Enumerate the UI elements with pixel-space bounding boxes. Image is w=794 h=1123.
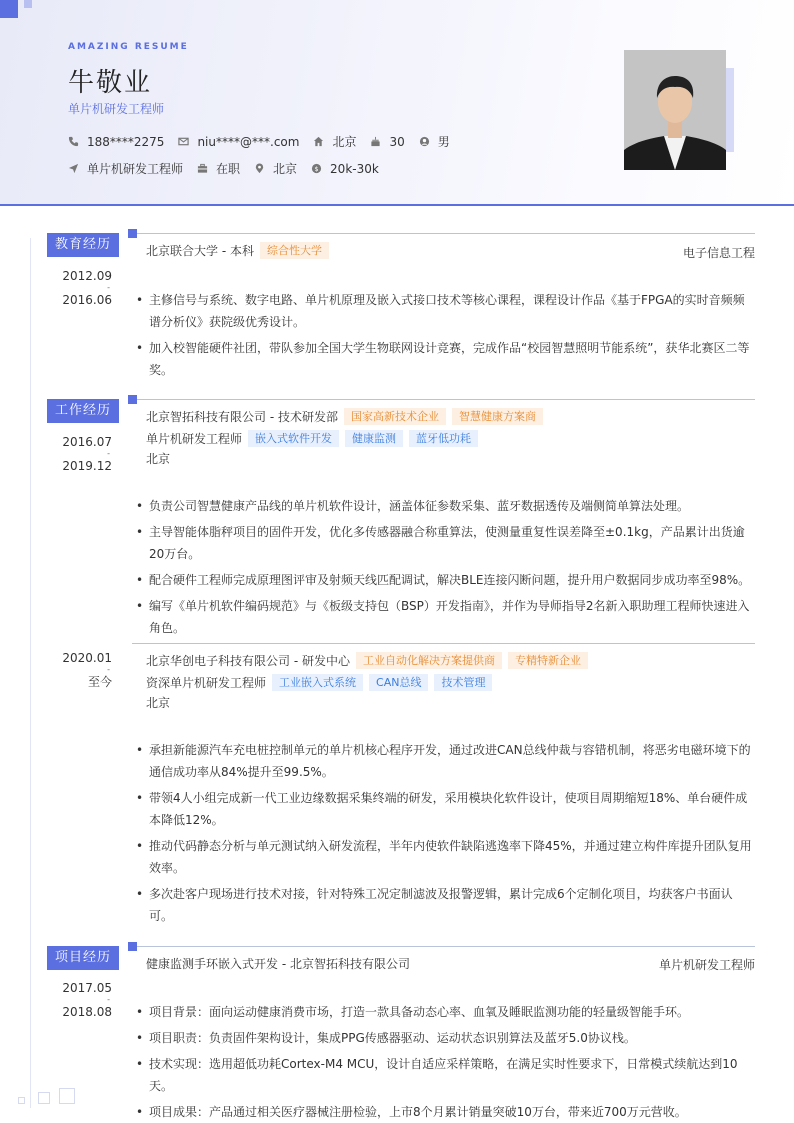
gender-item	[419, 133, 450, 150]
intent-role-item	[68, 160, 183, 177]
project-title: 健康监测手环嵌入式开发 - 北京智拓科技有限公司	[146, 957, 410, 971]
job-bullets	[136, 739, 756, 931]
entry-divider	[132, 643, 755, 644]
section-title-work: 工作经历	[47, 399, 119, 423]
job-title-row	[146, 430, 478, 447]
list-item: • 主导智能体脂秤项目的固件开发，优化多传感器融合称重算法，使测量重复性误差降至±0.1kg，产品累计出货逾20万台。	[136, 521, 756, 565]
status-text: 在职	[216, 162, 241, 176]
gender-icon	[419, 136, 430, 147]
skill-tag: 健康监测	[345, 430, 403, 447]
job-city: 北京	[146, 452, 171, 466]
skill-tag: 工业嵌入式系统	[272, 674, 363, 691]
project-end: 2018.08	[62, 1005, 112, 1019]
job-company: 北京华创电子科技有限公司 - 研发中心	[146, 654, 350, 668]
home-icon	[313, 136, 324, 147]
section-title-education: 教育经历	[47, 233, 119, 257]
email-item	[178, 135, 299, 149]
list-item: • 负责公司智慧健康产品线的单片机软件设计，涵盖体征参数采集、蓝牙数据透传及端侧简单算法处理。	[136, 495, 756, 517]
mail-icon	[178, 136, 189, 147]
education-school-row	[146, 242, 329, 259]
section-marker	[128, 395, 137, 404]
salary-text: 20k-30k	[330, 161, 379, 176]
job-start: 2016.07	[62, 435, 112, 449]
education-end: 2016.06	[62, 293, 112, 307]
skill-tag: CAN总线	[369, 674, 428, 691]
job-company-row	[146, 408, 543, 425]
list-item: • 技术实现：选用超低功耗Cortex-M4 MCU，设计自适应采样策略，在满足实时性要求下，日常模式续航达到10天。	[136, 1053, 756, 1097]
phone-icon	[68, 136, 79, 147]
list-item: • 项目成果：产品通过相关医疗器械注册检验，上市8个月累计销量突破10万台，带来近700万元营收。	[136, 1101, 756, 1123]
list-item: • 加入校智能硬件社团，带队参加全国大学生物联网设计竞赛，完成作品“校园智慧照明节能系统”，获华北赛区二等奖。	[136, 337, 756, 381]
job-title: 资深单片机研发工程师	[146, 676, 267, 690]
footer-decoration	[38, 1092, 50, 1104]
list-item: • 带领4人小组完成新一代工业边缘数据采集终端的研发，采用模块化软件设计，使项目周期缩短18%、单台硬件成本降低12%。	[136, 787, 756, 831]
skill-tag: 技术管理	[434, 674, 492, 691]
project-bullets	[136, 1001, 756, 1123]
company-tag: 国家高新技术企业	[344, 408, 446, 425]
education-bullets	[136, 289, 756, 385]
job-dates	[40, 649, 112, 691]
candidate-role: 单片机研发工程师	[68, 102, 165, 116]
home-text: 北京	[332, 135, 357, 149]
age-item	[370, 135, 404, 149]
footer-decoration	[59, 1088, 75, 1104]
send-icon	[68, 163, 79, 174]
job-end: 2019.12	[62, 459, 112, 473]
location-icon	[254, 163, 265, 174]
project-dates	[40, 979, 112, 1021]
resume-tagline: AMAZING RESUME	[68, 42, 189, 52]
date-separator: -	[107, 449, 110, 458]
project-start: 2017.05	[62, 981, 112, 995]
job-company-row	[146, 652, 588, 669]
education-dates	[40, 267, 112, 309]
city-text: 北京	[273, 162, 298, 176]
footer-decoration	[18, 1097, 25, 1104]
skill-tag: 嵌入式软件开发	[248, 430, 339, 447]
company-tag: 专精特新企业	[508, 652, 588, 669]
job-end: 至今	[87, 675, 112, 689]
job-intent-row	[68, 160, 393, 177]
job-city: 北京	[146, 696, 171, 710]
list-item: • 配合硬件工程师完成原理图评审及射频天线匹配调试，解决BLE连接闪断问题，提升用户数据同步成功率至98%。	[136, 569, 756, 591]
briefcase-icon	[197, 163, 208, 174]
resume-header	[0, 0, 794, 206]
project-name	[146, 955, 410, 972]
job-bullets	[136, 495, 756, 643]
section-marker	[128, 942, 137, 951]
skill-tag: 蓝牙低功耗	[409, 430, 478, 447]
date-separator: -	[107, 665, 110, 674]
salary-item	[311, 162, 379, 176]
job-title-row	[146, 674, 492, 691]
phone-text: 188****2275	[87, 134, 165, 149]
age-text: 30	[389, 134, 405, 149]
corner-decoration-small	[24, 0, 32, 8]
candidate-name: 牛敬业	[68, 68, 153, 98]
home-item	[313, 133, 356, 150]
education-start: 2012.09	[62, 269, 112, 283]
date-separator: -	[107, 283, 110, 292]
cake-icon	[370, 136, 381, 147]
city-item	[254, 160, 297, 177]
company-tag: 工业自动化解决方案提供商	[356, 652, 502, 669]
job-dates	[40, 433, 112, 475]
list-item: • 主修信号与系统、数字电路、单片机原理及嵌入式接口技术等核心课程，课程设计作品《基于FPGA的实时音频频谱分析仪》获院级优秀设计。	[136, 289, 756, 333]
list-item: • 项目职责：负责固件架构设计，集成PPG传感器驱动、运动状态识别算法及蓝牙5.0协议栈。	[136, 1027, 756, 1049]
section-divider	[130, 399, 755, 400]
svg-text:$: $	[314, 164, 319, 173]
list-item: • 推动代码静态分析与单元测试纳入研发流程，半年内使软件缺陷逃逸率下降45%，并通过建立构件库提升团队复用效率。	[136, 835, 756, 879]
project-role: 单片机研发工程师	[658, 958, 755, 972]
corner-decoration	[0, 0, 18, 18]
list-item: • 编写《单片机软件编码规范》与《板级支持包（BSP）开发指南》，并作为导师指导2名新入职助理工程师快速进入角色。	[136, 595, 756, 639]
section-title-project: 项目经历	[47, 946, 119, 970]
email-text: niu****@***.com	[197, 134, 300, 149]
list-item: • 承担新能源汽车充电桩控制单元的单片机核心程序开发，通过改进CAN总线仲裁与容错机制，将恶劣电磁环境下的通信成功率从84%提升至99.5%。	[136, 739, 756, 783]
contact-row	[68, 133, 464, 150]
section-divider	[130, 233, 755, 234]
gender-text: 男	[437, 135, 450, 149]
phone-item	[68, 135, 164, 149]
list-item: • 多次赴客户现场进行技术对接，针对特殊工况定制滤波及报警逻辑，累计完成6个定制化项目，均获客户书面认可。	[136, 883, 756, 927]
status-item	[197, 160, 240, 177]
job-title: 单片机研发工程师	[146, 432, 243, 446]
education-major: 电子信息工程	[682, 246, 755, 260]
list-item: • 项目背景：面向运动健康消费市场，打造一款具备动态心率、血氧及睡眠监测功能的轻量级智能手环。	[136, 1001, 756, 1023]
school-tag: 综合性大学	[260, 242, 329, 259]
job-start: 2020.01	[62, 651, 112, 665]
date-separator: -	[107, 995, 110, 1004]
candidate-photo	[624, 50, 726, 170]
section-marker	[128, 229, 137, 238]
salary-icon	[311, 163, 322, 174]
intent-role-text: 单片机研发工程师	[87, 162, 184, 176]
section-divider	[130, 946, 755, 947]
timeline-line	[30, 238, 31, 1108]
company-tag: 智慧健康方案商	[452, 408, 543, 425]
job-company: 北京智拓科技有限公司 - 技术研发部	[146, 410, 338, 424]
education-school: 北京联合大学 - 本科	[146, 244, 254, 258]
